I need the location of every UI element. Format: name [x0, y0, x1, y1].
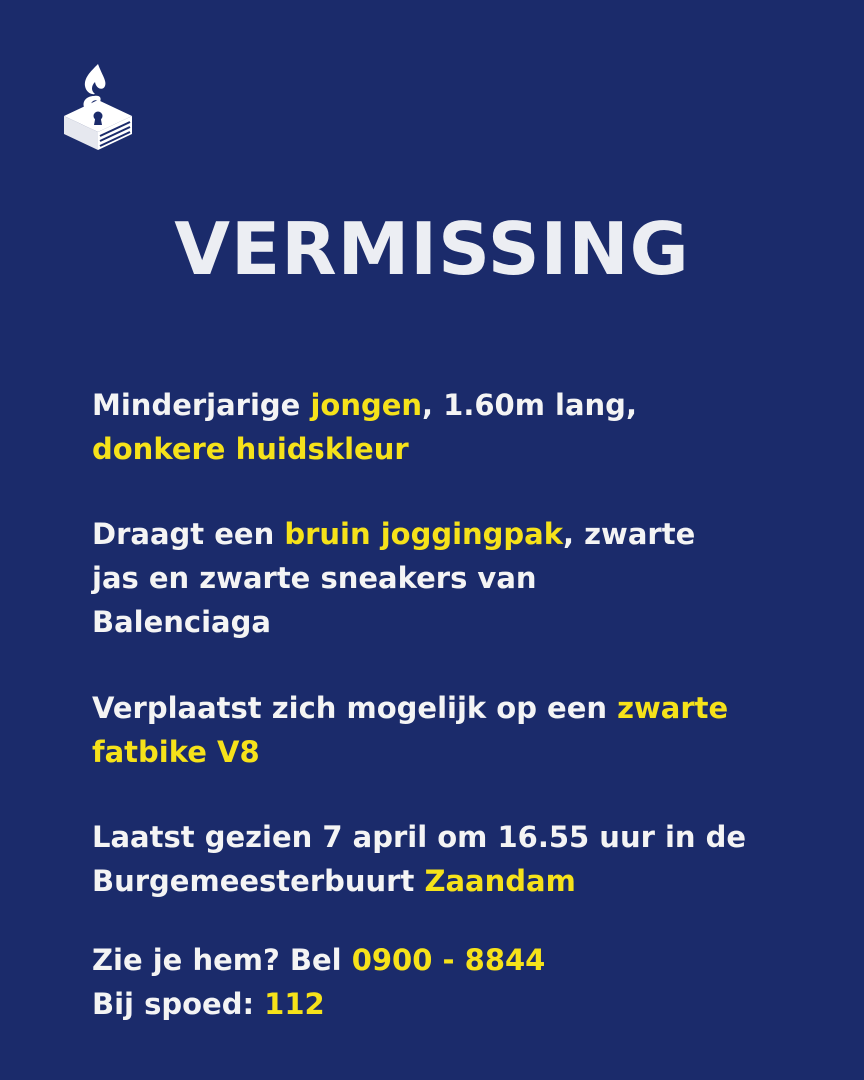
highlight-text: fatbike V8 [92, 735, 260, 769]
last-seen-block [92, 815, 792, 903]
contact-text: Bij spoed: [92, 987, 265, 1021]
phone-number: 0900 - 8844 [351, 943, 546, 977]
clothing-text: , zwarte [563, 517, 696, 551]
clothing-block [92, 512, 792, 644]
police-flame-logo-icon [60, 62, 136, 152]
clothing-text: Draagt een [92, 517, 285, 551]
page-title: VERMISSING [174, 207, 690, 291]
highlight-text: jongen [310, 388, 423, 422]
highlight-text: Zaandam [424, 864, 576, 898]
contact-block [92, 938, 792, 1026]
transport-block [92, 686, 792, 774]
contact-text: Zie je hem? Bel [92, 943, 352, 977]
clothing-text: Balenciaga [92, 605, 271, 639]
highlight-text: zwarte [617, 691, 729, 725]
clothing-text: jas en zwarte sneakers van [92, 561, 537, 595]
last-seen-text: Laatst gezien 7 april om 16.55 uur in de [92, 820, 747, 854]
last-seen-text: Burgemeesterbuurt [92, 864, 425, 898]
highlight-text: donkere huidskleur [92, 432, 409, 466]
description-text: Minderjarige [92, 388, 311, 422]
transport-text: Verplaatst zich mogelijk op een [92, 691, 618, 725]
description-block [92, 383, 792, 471]
highlight-text: bruin joggingpak [284, 517, 564, 551]
description-text: , 1.60m lang, [422, 388, 637, 422]
emergency-number: 112 [264, 987, 325, 1021]
